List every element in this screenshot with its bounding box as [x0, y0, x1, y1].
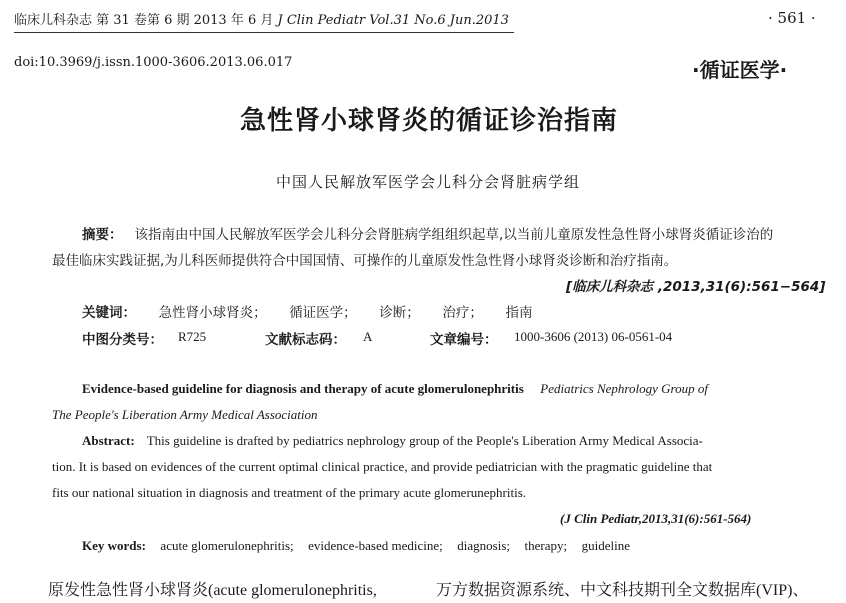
- english-author-2: The People's Liberation Army Medical Association: [52, 407, 318, 422]
- keyword-en: therapy;: [524, 538, 568, 553]
- doc-code-value: A: [363, 329, 373, 344]
- article-no-value: 1000-3606 (2013) 06-0561-04: [514, 329, 673, 344]
- body-col1-line1: 原发性急性肾小球肾炎(acute glomerulonephritis,: [48, 582, 377, 599]
- keywords-cn: [82, 301, 532, 321]
- clc-value: R725: [178, 329, 207, 344]
- doi: doi:10.3969/j.issn.1000-3606.2013.06.017: [14, 55, 293, 70]
- clc-label: [82, 328, 163, 348]
- author-group: 中国人民解放军医学会儿科分会肾脏病学组: [276, 173, 581, 191]
- keywords-cn-label: 关键词：: [82, 305, 136, 321]
- keyword-cn: 治疗；: [442, 305, 483, 321]
- keyword-en: guideline: [581, 538, 630, 553]
- abstract-cn-line2: 最佳临床实践证据,为儿科医师提供符合中国国情、可操作的儿童原发性急性肾小球肾炎诊断和治疗指南。: [52, 253, 678, 269]
- keyword-cn: 循证医学；: [289, 305, 357, 321]
- page-number: · 561 ·: [768, 9, 816, 27]
- abstract-en-line1: [82, 433, 703, 449]
- section-label: ·循证医学·: [692, 58, 788, 82]
- keyword-en: diagnosis;: [457, 538, 511, 553]
- english-title-line: [82, 381, 708, 397]
- keywords-en: [82, 538, 630, 554]
- body-col2-line1: 万方数据资源系统、中文科技期刊全文数据库(VIP)、: [436, 582, 809, 599]
- abstract-cn-label: 摘要：: [82, 227, 123, 243]
- journal-cn: 临床儿科杂志 第 31 卷第 6 期 2013 年 6 月: [14, 13, 274, 28]
- citation-cn: [临床儿科杂志 ,2013,31(6):561−564]: [566, 279, 826, 295]
- abstract-en-line2: tion. It is based on evidences of the current optimal clinical practice, and provide pediatrician with the pragmatic guideline that: [52, 459, 713, 474]
- article-title: 急性肾小球肾炎的循证诊治指南: [240, 106, 619, 136]
- abstract-en-text1: This guideline is drafted by pediatrics nephrology group of the People's Liberation Army Medical Associa-: [146, 433, 703, 448]
- article-no-label-text: 文章编号：: [430, 332, 498, 348]
- keyword-cn: 急性肾小球肾炎；: [158, 305, 267, 321]
- running-header: [14, 9, 509, 28]
- doc-code-label: [265, 328, 346, 348]
- article-no-label: [430, 328, 498, 348]
- keyword-cn: 指南: [505, 305, 533, 321]
- citation-en: (J Clin Pediatr,2013,31(6):561-564): [560, 511, 752, 526]
- doc-code-label-text: 文献标志码：: [265, 332, 346, 348]
- header-rule: [14, 32, 514, 33]
- clc-label-text: 中图分类号：: [82, 332, 163, 348]
- keyword-en: acute glomerulonephritis;: [160, 538, 294, 553]
- abstract-en-label: Abstract:: [82, 433, 135, 448]
- keyword-cn: 诊断；: [379, 305, 420, 321]
- abstract-en-line3: fits our national situation in diagnosis and treatment of the primary acute glomerunephritis.: [52, 485, 527, 500]
- abstract-cn-text1: 该指南由中国人民解放军医学会儿科分会肾脏病学组组织起草,以当前儿童原发性急性肾小球肾炎循证诊治的: [134, 227, 774, 243]
- keywords-en-label: Key words:: [82, 538, 146, 553]
- journal-en: J Clin Pediatr Vol.31 No.6 Jun.2013: [277, 13, 509, 28]
- english-title: Evidence-based guideline for diagnosis and therapy of acute glomerulonephritis: [82, 381, 524, 396]
- abstract-cn-line1: [82, 223, 773, 243]
- english-author-1: Pediatrics Nephrology Group of: [540, 381, 708, 396]
- keyword-en: evidence-based medicine;: [308, 538, 443, 553]
